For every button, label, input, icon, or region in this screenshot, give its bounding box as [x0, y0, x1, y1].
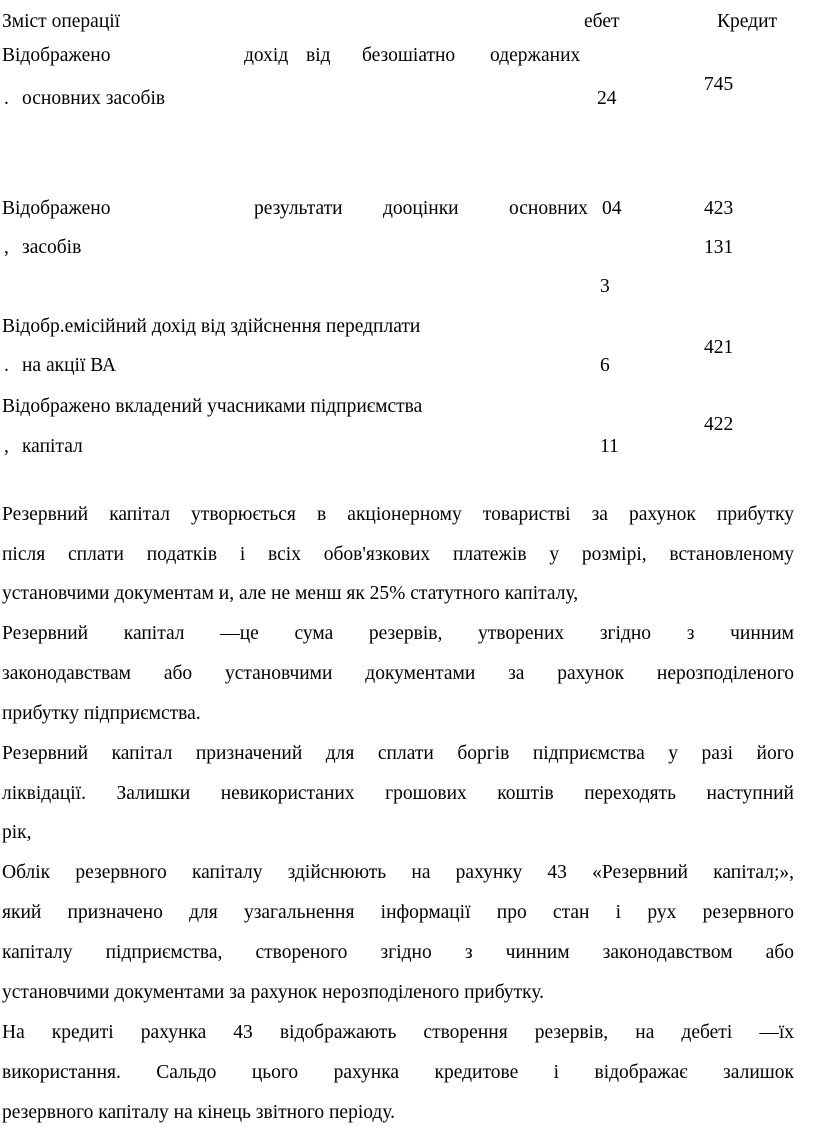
row4-content-line1: Відображено вкладений учасниками підприємства — [2, 396, 423, 417]
paragraph-line: установчими документам и, але не менш як 25% статутного капіталу, — [2, 583, 579, 604]
row1-word: дохід — [244, 45, 289, 66]
row4-prefix: , — [4, 436, 9, 457]
row2-word: дооцінки — [383, 198, 459, 219]
row2-word: результати — [254, 198, 343, 219]
paragraph-line: прибутку підприємства. — [2, 703, 201, 724]
paragraph-line: використання. Сальдо цього рахунка кредитове і відображає залишок — [2, 1062, 794, 1083]
row2-prefix: , — [4, 237, 9, 258]
header-content: Зміст операції — [2, 11, 121, 32]
paragraph-line: Резервний капітал —це сума резервів, утворених згідно з чинним — [2, 623, 794, 644]
paragraph-line: після сплати податків і всіх обов'язкових платежів у розмірі, встановленому — [2, 544, 794, 565]
paragraph-line: капіталу підприємства, створеного згідно з чинним законодавством або — [2, 942, 794, 963]
row1-debit: 24 — [597, 88, 617, 109]
row4-credit: 422 — [704, 414, 734, 435]
row2-credit-top: 423 — [704, 198, 734, 219]
row3-prefix: . — [4, 355, 9, 376]
row3-credit: 421 — [704, 337, 734, 358]
row2-content-line2: засобів — [22, 237, 82, 258]
row4-debit: 11 — [600, 436, 619, 457]
row1-word: одержаних — [490, 45, 581, 66]
row3-content-line1: Відобр.емісійний дохід від здійснення передплати — [2, 316, 421, 337]
row2-word: основних — [509, 198, 588, 219]
row1-word: безошіатно — [362, 45, 456, 66]
header-debit: ебет — [584, 11, 620, 32]
row1-credit: 745 — [704, 74, 734, 95]
row3-content-line2: на акції ВА — [22, 355, 117, 376]
row1-word: Відображено — [2, 45, 111, 66]
paragraph-line: резервного капіталу на кінець звітного періоду. — [2, 1102, 396, 1123]
row2-word: Відображено — [2, 198, 111, 219]
paragraph-line: установчими документами за рахунок нерозподіленого прибутку. — [2, 982, 545, 1003]
row1-prefix: . — [4, 88, 9, 109]
paragraph-line: На кредиті рахунка 43 відображають створення резервів, на дебеті —їх — [2, 1022, 794, 1043]
row1-content-line2: основних засобів — [22, 88, 166, 109]
paragraph-line: ліквідації. Залишки невикористаних грошових коштів переходять наступний — [2, 783, 794, 804]
paragraph-line: Облік резервного капіталу здійснюють на рахунку 43 «Резервний капітал;», — [2, 862, 794, 883]
paragraph-line: Резервний капітал призначений для сплати боргів підприємства у разі його — [2, 743, 794, 764]
paragraph-line: законодавствам або установчими документами за рахунок нерозподіленого — [2, 663, 794, 684]
paragraph-line: який призначено для узагальнення інформації про стан і рух резервного — [2, 902, 794, 923]
row2-credit-bottom: 131 — [704, 237, 734, 258]
row3-debit: 6 — [600, 355, 610, 376]
row2-debit-bottom: 3 — [600, 276, 610, 297]
header-credit: Кредит — [717, 11, 778, 32]
paragraph-line: Резервний капітал утворюється в акціонерному товаристві за рахунок прибутку — [2, 504, 794, 525]
row1-word: від — [306, 45, 331, 66]
row2-debit-top: 04 — [602, 198, 622, 219]
row4-content-line2: капітал — [22, 436, 83, 457]
paragraph-line: рік, — [2, 822, 32, 843]
